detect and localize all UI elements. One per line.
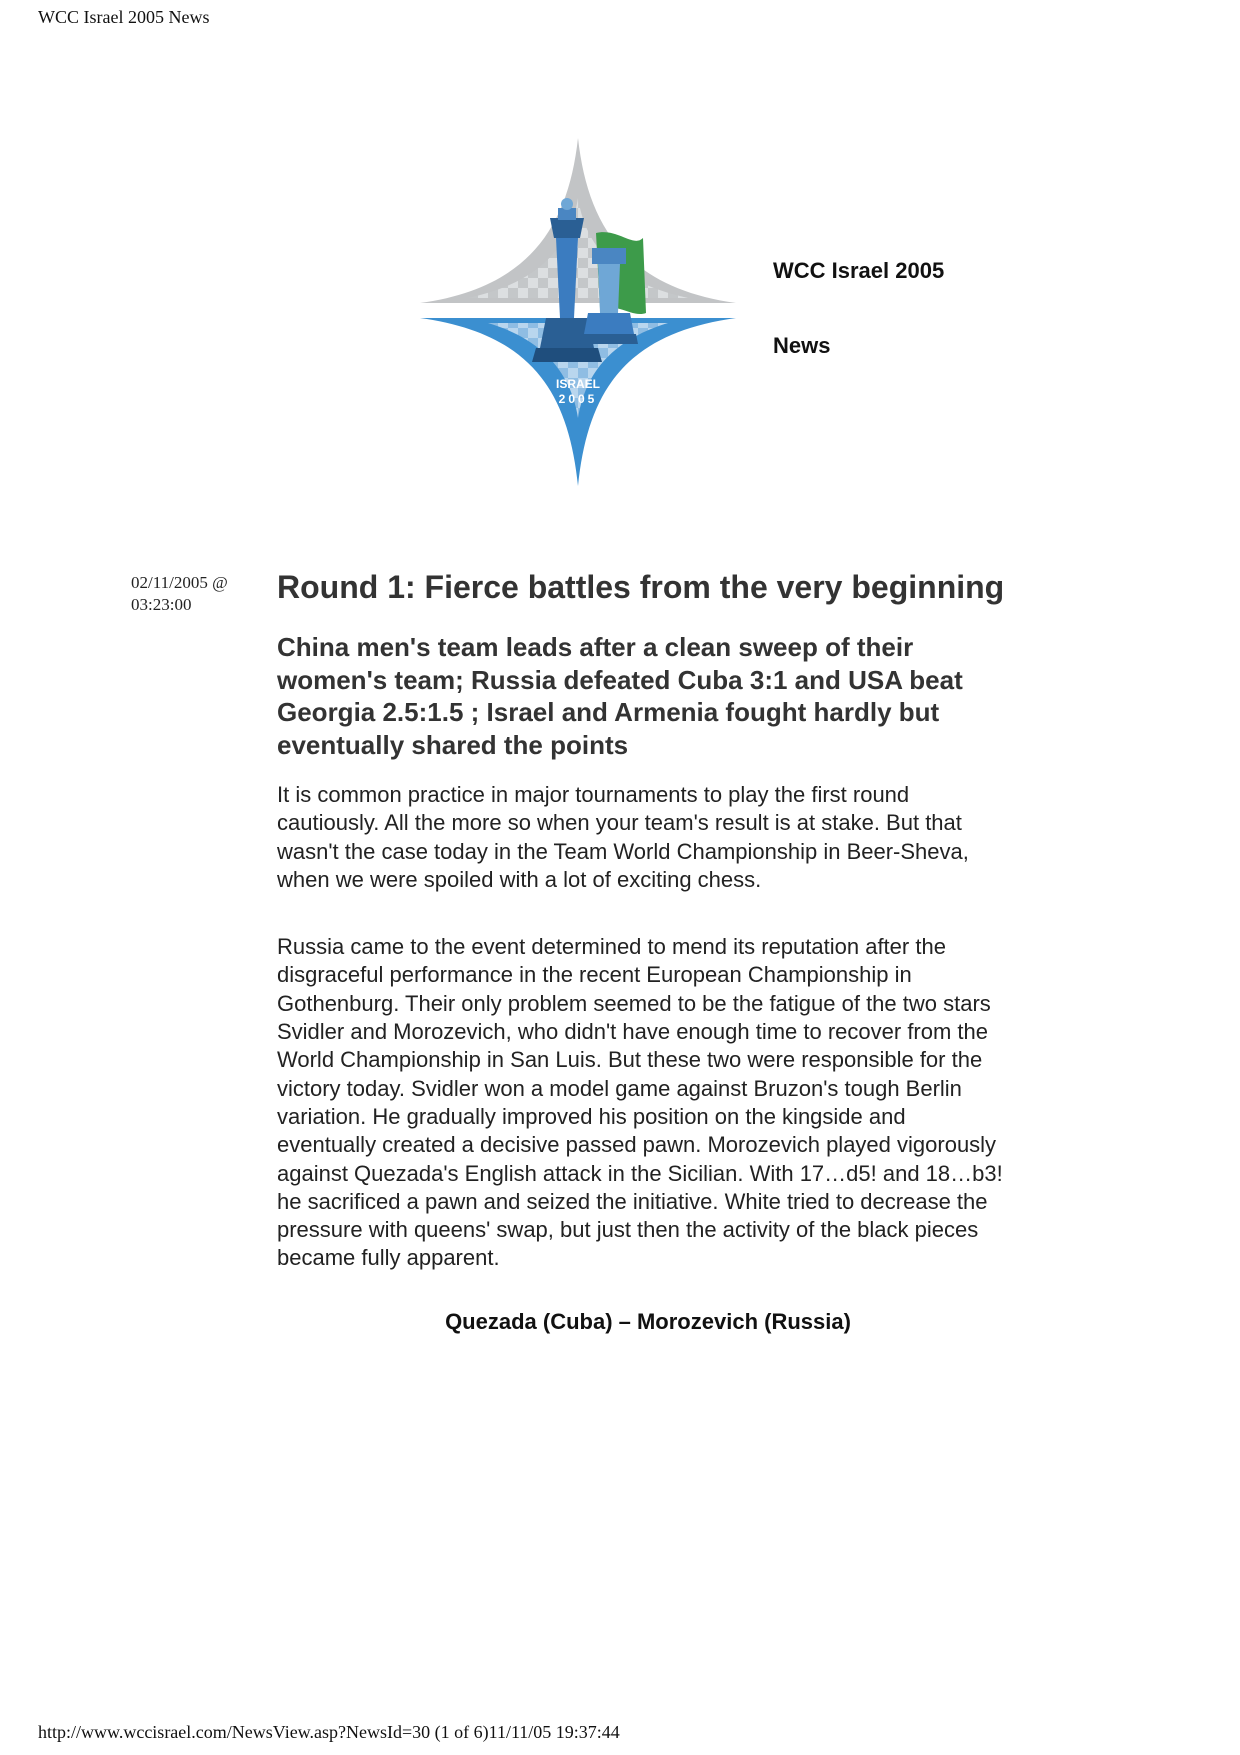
wcc-israel-2005-logo [418, 138, 738, 486]
logo-text-line2: 2005 [558, 392, 598, 406]
game-title: Quezada (Cuba) – Morozevich (Russia) [445, 1308, 851, 1334]
article-paragraph-1: It is common practice in major tournaments to play the first round cautiously. All the more so when your team's result is at stake. But that wasn't the case today in the Team World Championship in Beer-Sheva, when we were spoiled with a lot of exciting chess. [277, 782, 969, 892]
page-footer-url: http://www.wccisrael.com/NewsView.asp?NewsId=30 (1 of 6)11/11/05 19:37:44 [38, 1722, 620, 1742]
site-name: WCC Israel 2005 [773, 258, 945, 283]
page-header-title: WCC Israel 2005 News [38, 7, 210, 27]
article-title: Round 1: Fierce battles from the very beginning [277, 569, 1005, 605]
article-paragraph-2: Russia came to the event determined to mend its reputation after the disgraceful performance in the recent European Championship in Gothenburg. Their only problem seemed to be the fatigue of the two stars Svidler and Morozevich, who didn't have enough time to recover from the World Championship in San Luis. But these two were responsible for the victory today. Svidler won a model game against Bruzon's tough Berlin variation. He gradually improved his position on the kingside and eventually created a decisive passed pawn. Morozevich played vigorously against Quezada's English attack in the Sicilian. With 17…d5! and 18…b3! he sacrificed a pawn and seized the initiative. White tried to decrease the pressure with queens' swap, but just then the activity of the black pieces became fully apparent. [277, 934, 1003, 1271]
logo-text-line1: ISRAEL [555, 377, 601, 391]
article-body [277, 567, 1007, 1335]
article-timestamp: 02/11/2005 @ 03:23:00 [131, 573, 228, 614]
site-section: News [773, 333, 831, 358]
article-subtitle: China men's team leads after a clean sweep of their women's team; Russia defeated Cuba 3:1 and USA beat Georgia 2.5:1.5 ; Israel and Armenia fought hardly but eventually shared the points [277, 632, 963, 760]
